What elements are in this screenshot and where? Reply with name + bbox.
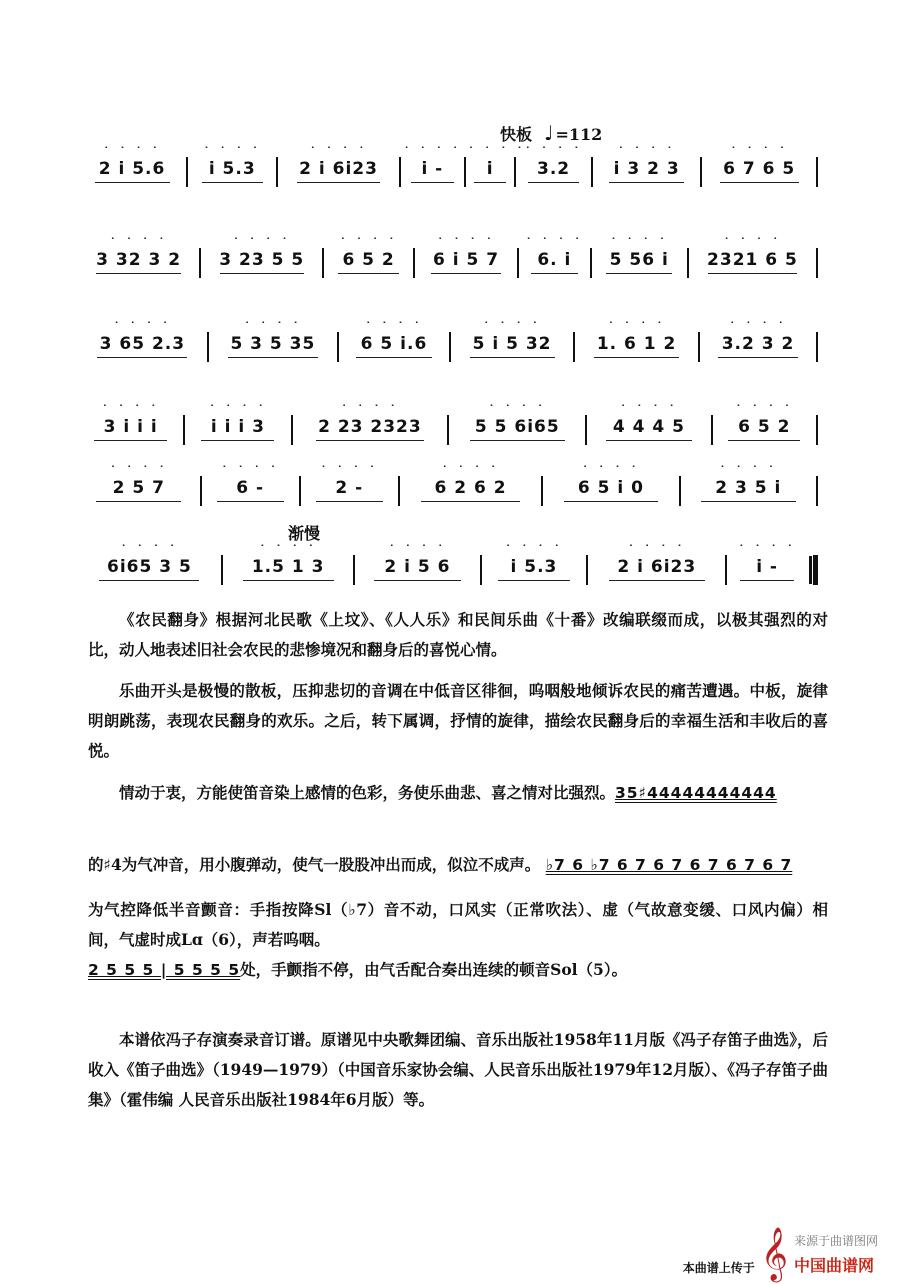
- barline: [585, 415, 587, 445]
- score-bar: ˙ ˙ ˙ ˙ 3.2 3 2: [702, 334, 814, 360]
- tempo-bpm: =112: [555, 125, 603, 144]
- barline: [586, 555, 588, 585]
- barline: [541, 476, 543, 506]
- barline: [413, 248, 415, 278]
- score-bar: ˙ ˙ ˙ ˙ 1.5 1 3: [225, 557, 352, 583]
- score-bar: ˙ ˙ ˙ ˙ 2 23 2323: [295, 417, 446, 443]
- paragraph-technique-3: 2 5 5 5 | 5 5 5 5处，手颤指不停，由气舌配合奏出连续的顿音Sol（5）。: [88, 960, 628, 979]
- barline: [517, 248, 519, 278]
- score-bar: ˙ ˙ ˙ ˙ 3.2: [518, 159, 589, 185]
- score-bar: ˙ ˙ ˙ ˙ 5 i 5 32: [453, 334, 571, 360]
- score-bar: ˙ ˙ ˙ ˙ 2 5 7: [80, 478, 198, 504]
- score-bar: ˙ ˙ ˙ ˙ 6 2 6 2: [402, 478, 539, 504]
- barline: [698, 332, 700, 362]
- paragraph-technique-2: 为气控降低半音颤音：手指按降Sl（♭7）音不动，口风实（正常吹法）、虚（气故意变缓、口风内偏）相间，气虚时成Lɑ（6），声若呜咽。: [88, 900, 828, 949]
- barline: [816, 415, 818, 445]
- inline-music-1: 35♯44444444444: [615, 784, 777, 802]
- barline: [700, 157, 702, 187]
- score-bar: ˙ ˙ ˙ ˙ 5 56 i: [594, 250, 685, 276]
- score-bar: ˙ ˙ ˙ ˙ 6 7 6 5: [704, 159, 814, 185]
- footer-upload-text: 本曲谱上传于: [682, 1261, 755, 1275]
- score-bar: ˙ ˙ ˙ ˙ 5 5 6i65: [451, 417, 583, 443]
- quarter-note-icon: ♩: [544, 121, 554, 145]
- inline-music-2: ♭7 6 ♭7 6 7 6 7 6 7 6 7 6 7: [545, 856, 793, 874]
- barline: [816, 248, 818, 278]
- paragraph-technique-1: 的♯4为气冲音，用小腹弹动，使气一股股冲出而成，似泣不成声。 ♭7 6 ♭7 6 7 6 7 6 7 6 7 6 7: [88, 855, 793, 874]
- footer-brand: 中国曲谱网: [793, 1256, 874, 1275]
- barline: [322, 248, 324, 278]
- score-bar: ˙ ˙ ˙ ˙ 4 4 4 5: [589, 417, 708, 443]
- score-bar: ˙ ˙ ˙ ˙ 6 5 2: [715, 417, 815, 443]
- score-bar: ˙ ˙ ˙ ˙ i -: [403, 159, 462, 185]
- barline: [711, 415, 713, 445]
- score-bar: ˙ ˙ ˙ ˙ 2 i 5.6: [80, 159, 184, 185]
- barline: [464, 157, 466, 187]
- score-bar: ˙ ˙ ˙ ˙ i 5.3: [190, 159, 274, 185]
- score-row: [80, 152, 820, 192]
- footer-source-text: 来源于曲谱图网: [793, 1234, 878, 1248]
- paragraph-intro: 《农民翻身》根据河北民歌《上坟》、《人人乐》和民间乐曲《十番》改编联缀而成，以极其强烈的对比，动人地表述旧社会农民的悲惨境况和翻身后的喜悦心情。: [88, 610, 828, 659]
- score-bar: ˙ ˙ ˙ ˙ 1. 6 1 2: [577, 334, 696, 360]
- barline: [449, 332, 451, 362]
- score-bar: ˙ ˙ ˙ ˙ 6 5 i.6: [341, 334, 447, 360]
- score-bar: ˙ ˙ ˙ ˙ 5 3 5 35: [211, 334, 335, 360]
- tempo-marking: [500, 121, 602, 145]
- score-bar: ˙ ˙ ˙ ˙ 6 -: [204, 478, 297, 504]
- barline: [447, 415, 449, 445]
- barline: [514, 157, 516, 187]
- barline: [207, 332, 209, 362]
- score-row: [80, 550, 820, 590]
- score-row: [80, 243, 820, 283]
- score-bar: ˙ ˙ ˙ ˙ 3 i i i: [80, 417, 181, 443]
- score-row: [80, 410, 820, 450]
- score-bar: ˙ ˙ ˙ ˙ 3 23 5 5: [203, 250, 320, 276]
- paragraph-source: 本谱依冯子存演奏录音订谱。原谱见中央歌舞团编、音乐出版社1958年11月版《冯子存笛子曲选》，后收入《笛子曲选》（1949—1979）（中国音乐家协会编、人民音乐出版社1979年12月版）、《冯子存笛子曲集》（霍伟编 人民音乐出版社1984年6月版）等。: [88, 1030, 828, 1109]
- barline: [573, 332, 575, 362]
- barline: [816, 157, 818, 187]
- barline: [816, 332, 818, 362]
- score-bar: ˙ ˙ ˙ ˙ i 5.3: [484, 557, 585, 583]
- barline: [337, 332, 339, 362]
- score-bar: ˙ ˙ ˙ ˙ i 3 2 3: [595, 159, 699, 185]
- treble-clef-icon: 𝄞: [760, 1226, 788, 1280]
- inline-music-3: 2 5 5 5 | 5 5 5 5: [88, 961, 241, 979]
- barline: [221, 555, 223, 585]
- score-bar: ˙ ˙ ˙ ˙ 3 32 3 2: [80, 250, 197, 276]
- barline: [200, 476, 202, 506]
- score-row: [80, 327, 820, 367]
- score-bar: ˙ ˙ ˙ ˙ i -: [729, 557, 805, 583]
- barline: [199, 248, 201, 278]
- paragraph-emotion: 情动于衷，方能使笛音染上感情的色彩，务使乐曲悲、喜之情对比强烈。35♯44444444444: [119, 783, 777, 802]
- barline: [291, 415, 293, 445]
- score-bar: ˙ ˙ ˙ ˙ 6i65 3 5: [80, 557, 219, 583]
- barline: [399, 157, 401, 187]
- barline: [591, 157, 593, 187]
- barline: [276, 157, 278, 187]
- score-bar: ˙ ˙ ˙ ˙ 6 i 5 7: [417, 250, 515, 276]
- footer-watermark: [682, 1226, 878, 1280]
- score-bar: ˙ ˙ ˙ ˙ 3 65 2.3: [80, 334, 205, 360]
- barline: [816, 476, 818, 506]
- paragraph-structure: 乐曲开头是极慢的散板，压抑悲切的音调在中低音区徘徊，呜咽般地倾诉农民的痛苦遭遇。中板，旋律明朗跳荡，表现农民翻身的欢乐。之后，转下属调，抒情的旋律，描绘农民翻身后的幸福生活和丰收后的喜悦。: [88, 681, 828, 760]
- barline: [813, 555, 818, 585]
- score-bar: ˙ ˙ ˙ ˙ 2 3 5 i: [683, 478, 814, 504]
- tempo-label: 快板: [500, 125, 533, 144]
- barline: [725, 555, 727, 585]
- score-bar: ˙ ˙ ˙ ˙ 2 i 6i23: [590, 557, 723, 583]
- score-bar: ˙ ˙ ˙ ˙ 6. i: [521, 250, 587, 276]
- barline: [183, 415, 185, 445]
- score-bar: ˙ ˙ ˙ ˙ i i i 3: [187, 417, 288, 443]
- barline: [480, 555, 482, 585]
- barline: [679, 476, 681, 506]
- tempo-change-marking: 渐慢: [288, 524, 321, 543]
- score-bar: ˙ ˙ ˙ ˙ 2321 6 5: [691, 250, 814, 276]
- score-bar: ˙ ˙ ˙ ˙ i: [468, 159, 512, 185]
- barline: [186, 157, 188, 187]
- barline: [398, 476, 400, 506]
- barline: [299, 476, 301, 506]
- barline: [687, 248, 689, 278]
- score-bar: ˙ ˙ ˙ ˙ 6 5 2: [326, 250, 411, 276]
- score-row: [80, 471, 820, 511]
- barline: [590, 248, 592, 278]
- barline: [353, 555, 355, 585]
- score-bar: ˙ ˙ ˙ ˙ 6 5 i 0: [545, 478, 676, 504]
- score-bar: ˙ ˙ ˙ ˙ 2 i 5 6: [357, 557, 477, 583]
- score-bar: ˙ ˙ ˙ ˙ 2 -: [303, 478, 396, 504]
- score-bar: ˙ ˙ ˙ ˙ 2 i 6i23: [280, 159, 396, 185]
